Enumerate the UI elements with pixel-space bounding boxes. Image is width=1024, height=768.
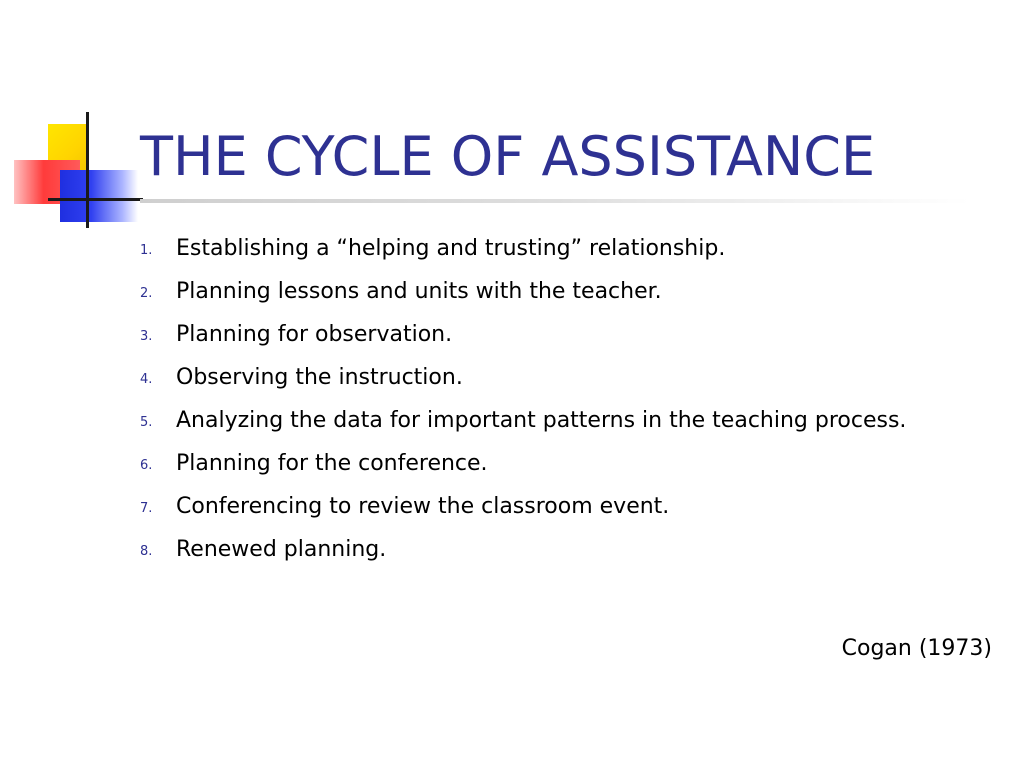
list-item	[140, 490, 910, 526]
list-item-text: Analyzing the data for important patterns in the teaching process.	[176, 408, 907, 433]
list-item	[140, 232, 910, 268]
list-item-number: 4.	[140, 372, 153, 387]
list-item-text: Planning for observation.	[176, 322, 453, 347]
list-item	[140, 318, 910, 354]
citation: Cogan (1973)	[841, 636, 992, 661]
list-item-text: Renewed planning.	[176, 537, 387, 562]
decorative-logo	[0, 0, 150, 240]
list-item-number: 8.	[140, 544, 153, 559]
list-item-number: 6.	[140, 458, 153, 473]
list-item-number: 1.	[140, 243, 153, 258]
horizontal-line-decoration	[48, 198, 143, 201]
list-item-text: Establishing a “helping and trusting” relationship.	[176, 236, 726, 261]
list-item	[140, 361, 910, 397]
list-item-text: Observing the instruction.	[176, 365, 463, 390]
list-item-number: 3.	[140, 329, 153, 344]
numbered-list	[140, 232, 910, 576]
list-item	[140, 404, 910, 440]
list-item-number: 5.	[140, 415, 153, 430]
title-underline-rule	[140, 199, 970, 203]
list-item-text: Planning lessons and units with the teacher.	[176, 279, 662, 304]
list-item	[140, 533, 910, 569]
list-item-number: 2.	[140, 286, 153, 301]
list-item-text: Planning for the conference.	[176, 451, 488, 476]
list-item	[140, 447, 910, 483]
vertical-line-decoration	[86, 112, 89, 228]
slide-title: THE CYCLE OF ASSISTANCE	[140, 125, 876, 188]
list-item	[140, 275, 910, 311]
blue-square-decoration	[60, 170, 138, 222]
list-item-text: Conferencing to review the classroom event.	[176, 494, 670, 519]
list-item-number: 7.	[140, 501, 153, 516]
